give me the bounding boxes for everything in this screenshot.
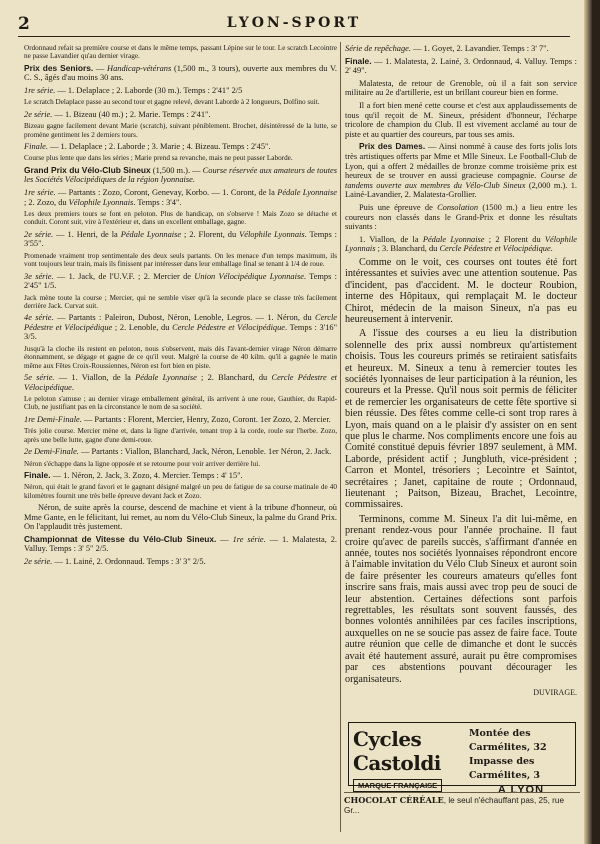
ad-brand-name: Cycles Castoldi bbox=[353, 727, 441, 775]
paragraph bbox=[24, 110, 337, 120]
cycles-castoldi-ad bbox=[348, 722, 576, 796]
text-run: Pédale Lyonnaise bbox=[277, 187, 337, 197]
text-run: 2e série. bbox=[24, 109, 53, 119]
text-run: — 1. Delaplace ; 2. Laborde ; 3. Marie ; 4. Bizeau. Temps : 2'45". bbox=[47, 141, 271, 151]
paragraph bbox=[345, 142, 577, 200]
text-run: 3e série. bbox=[24, 271, 54, 281]
paragraph bbox=[24, 373, 337, 392]
paragraph bbox=[345, 235, 577, 254]
chocolat-ad bbox=[344, 792, 580, 816]
page-header bbox=[18, 14, 570, 37]
text-run: — Partants : Florent, Mercier, Henry, Zozo, Coront. 1er Zozo, 2. Mercier. bbox=[81, 414, 331, 424]
text-run: Cercle Pédestre et Vélocipédique bbox=[24, 313, 337, 332]
paragraph bbox=[345, 203, 577, 232]
text-run: — 1. Lainé, 2. Ordonnaud. Temps : 3' 3" 2/5. bbox=[52, 556, 206, 566]
paragraph bbox=[24, 294, 337, 311]
text-run: 2e série. bbox=[24, 229, 54, 239]
text-run: Jusqu'à la cloche ils restent en peloton, nous s'observent, mais dès l'avant-dernier virage Néron démarre étonnamment, se dégage et gagne de ce qu'il veut. Malgré la course de 40 kilm. qu'il a gagnée le matin même aux Fêtes Croix-Roussiennes, Néron est fort bien en piste. bbox=[24, 345, 337, 370]
text-run: Malatesta, de retour de Grenoble, où il a fait son service militaire au 2e d'artillerie, est un brillant coureur bien en forme. bbox=[345, 78, 577, 98]
text-run: — 1. Goyet, 2. Lavandier. Temps : 3' 7". bbox=[410, 44, 549, 53]
right-column bbox=[345, 44, 577, 840]
paragraph bbox=[24, 44, 337, 61]
text-run: Bizeau gagne facilement devant Marie (scratch), suivant péniblement. Brochet, désintéressé de la lutte, se promène gentiment les 2 derniers tours. bbox=[24, 122, 337, 139]
paragraph bbox=[24, 98, 337, 106]
chocolat-ad-brand: CHOCOLAT CÉRÉALE bbox=[344, 795, 444, 805]
text-run: — Partants : Paleiron, Dubost, Néron, Lenoble, Legros. — 1. Néron, du bbox=[53, 313, 315, 323]
paragraph bbox=[345, 101, 577, 139]
text-run: — 1. Delaplace ; 2. Laborde (30 m.). Temps : 2'41" 2/5 bbox=[55, 85, 243, 95]
text-run: Vélophile Lyonnais bbox=[68, 197, 134, 207]
text-run: Vélophile Lyonnais bbox=[345, 234, 577, 254]
text-run: . bbox=[550, 244, 553, 254]
text-run: ; 2. Florent, du bbox=[181, 229, 240, 239]
paragraph bbox=[24, 535, 337, 554]
paragraph bbox=[24, 86, 337, 96]
text-run: Vélophile Lyonnais bbox=[239, 229, 305, 239]
text-run: — Partants : Viallon, Blanchard, Jack, Néron, Lenoble. 1er Néron, 2. Jack. bbox=[78, 446, 332, 456]
text-run: Néron, de suite après la course, descend de machine et vient à la tribune d'honneur, où Mme Gante, en le félicitant, lui remet, au nom du Vélo-Club Sineux, la palme du Grand Prix. On l'applaudit très justement. bbox=[24, 503, 337, 532]
text-run: — bbox=[93, 63, 108, 73]
text-run: . Temps : 3'4". bbox=[133, 197, 182, 207]
paragraph bbox=[345, 328, 577, 511]
text-run: 2e Demi-Finale. bbox=[24, 446, 79, 456]
paragraph bbox=[24, 313, 337, 342]
text-run: Comme on le voit, ces courses ont toutes été fort intéressantes et suivies avec une attention soutenue. Pas d'incident, pas d'accident. M. le docteur Roubion, interne des Hôpitaux, qui remplaçait M. le docteur Chirot, médecin de la maison Sineux, n'a pas eu heureusement à intervenir. bbox=[345, 256, 577, 325]
right-column-text bbox=[345, 44, 577, 685]
ad-city: A LYON bbox=[497, 784, 545, 796]
paragraph bbox=[24, 460, 337, 468]
text-run: — 1. Malatesta, 2. Lainé, 3. Ordonnaud, 4. Valluy. Temps : 2' 49". bbox=[345, 56, 577, 76]
paragraph bbox=[24, 252, 337, 269]
text-run: Pédale Lyonnaise bbox=[135, 372, 197, 382]
paragraph bbox=[345, 514, 577, 685]
section-heading: Championnat de Vitesse du Vélo-Club Sineux. bbox=[24, 533, 217, 544]
text-run: (1,500 m.). — bbox=[150, 165, 203, 175]
text-run: Les deux premiers tours se font en peloton. Plus de handicap, on s'observe ! Mais Zozo se détache et conduit. Coront suit, vire à l'extérieur et, dans un excellent emballage, gagne. bbox=[24, 210, 337, 227]
paragraph bbox=[24, 142, 337, 152]
masthead-title: LYON-SPORT bbox=[226, 15, 362, 31]
text-run: Il a fort bien mené cette course et c'est aux applaudissements de tous qu'il reçoit de M. Sineux, président d'honneur, l'écharpe tricolore de champion du Club. Il est vivement acclamé au tour de piste et au quartier des coureurs, par tous ses amis. bbox=[345, 100, 577, 139]
paragraph bbox=[345, 57, 577, 76]
page-number: 2 bbox=[18, 14, 30, 34]
text-run: ; 2. Zozo, du bbox=[24, 197, 69, 207]
text-run: 1re série. bbox=[24, 85, 56, 95]
text-run: — bbox=[216, 534, 233, 544]
paragraph bbox=[345, 44, 577, 54]
section-heading: Finale. bbox=[345, 55, 372, 66]
text-run: 2e série. bbox=[24, 556, 53, 566]
text-run: Le peloton s'amuse ; au dernier virage emballement général, ils arrivent à une roue, Gauthier, du Rapid-Club, ne justifiant pas en la circonstance le nom de sa société. bbox=[24, 395, 337, 412]
text-run: . bbox=[71, 382, 74, 392]
paragraph bbox=[24, 483, 337, 500]
text-run: Terminons, comme M. Sineux l'a dit lui-même, en prenant rendez-vous pour l'année prochaine. Il faut croire qu'avec de pareils succès, s'affirmant d'année en année, toutes nos sociétés lyonnaises répondront encore à l'aimable invitation du Vélo Club Sineux et auront soin de faire présenter les coureurs amateurs qu'elles font inscrire sans frais, mais aussi avec trop peu de souci de leur abstention. Certaines défections sont parfois regrettables, les résultats sont souvent faussés, des bonnes volontés annihilées par ces faciles inscriptions, auxquelles on ne se soucie pas assez de faire face. Toute autre réunion que celle de dimanche et dont le succès avait été hautement assuré, aurait pu être compromises par ces abstentions pouvant décourager les organisateurs. bbox=[345, 513, 577, 685]
text-run: 5e série. bbox=[24, 372, 55, 382]
article-signature: DUVIRAGE. bbox=[533, 687, 577, 697]
chocolat-ad-text: , le seul n'échauffant pas, 25, rue Gr... bbox=[344, 796, 565, 815]
text-run: Consolation bbox=[437, 202, 479, 212]
text-run: Course réservée aux amateurs de toutes les Sociétés Vélocipédiques de la région lyonnaise. bbox=[24, 165, 337, 185]
paragraph bbox=[24, 154, 337, 162]
text-run: — 1. Malatesta, 2. Valluy. Temps : 3' 5" 2/5. bbox=[24, 534, 337, 554]
text-run: . Temps : 2'45" 1/5. bbox=[24, 271, 337, 291]
paragraph bbox=[24, 427, 337, 444]
paragraph bbox=[24, 471, 337, 481]
text-run: — Ainsi nommé à cause des forts jolis lots très artistiques offerts par Mme et Mlle Sineux. Le Football-Club de Lyon, qui a offert 2 médailles de bronze comme troisième prix est heureux de se trouver en aussi gracieuse compagnie. bbox=[345, 142, 577, 181]
text-run: 1re Demi-Finale. bbox=[24, 414, 82, 424]
ad-address-line-2: Impasse des Carmélites, 3 bbox=[469, 756, 541, 781]
text-run: . Temps : 3'16" 3/5. bbox=[24, 322, 337, 342]
paragraph bbox=[24, 122, 337, 139]
text-run: 4e série. bbox=[24, 313, 54, 323]
text-run: ; 3. Blanchard, du bbox=[375, 244, 440, 254]
paragraph bbox=[24, 166, 337, 185]
paragraph bbox=[24, 557, 337, 567]
paragraph bbox=[24, 503, 337, 532]
text-run: — 1. Henri, de la bbox=[53, 229, 121, 239]
text-run: — 1. Néron, 2. Jack, 3. Zozo, 4. Mercier. Temps : 4' 15". bbox=[50, 470, 243, 480]
text-run: ; 2 Florent du bbox=[484, 234, 545, 244]
text-run: 1re série. bbox=[232, 534, 266, 544]
text-run: Pédale Lyonnaise bbox=[120, 229, 182, 239]
paragraph bbox=[24, 395, 337, 412]
text-run: Union Vélocipédique Lyonnaise bbox=[194, 271, 304, 281]
paragraph bbox=[24, 345, 337, 370]
text-run: 1. Viallon, de la bbox=[359, 234, 423, 244]
text-run: Néron, qui était le grand favori et le gagnant désigné malgré un peu de fatigue de sa course matinale de 40 kilomètres fournit une très belle épreuve devant Jack et Zozo. bbox=[24, 483, 337, 500]
text-run: Le scratch Delaplace passe au second tour et gagne relevé, devant Laborde à 2 longueurs, Dolfino suit. bbox=[24, 98, 320, 107]
section-heading: Prix des Dames. bbox=[359, 141, 426, 152]
text-run: Jack mène toute la course ; Mercier, qui ne semble viser qu'à la seconde place se classe très facilement derrière Jack. Curvat suit. bbox=[24, 293, 337, 310]
text-run: Cercle Pédestre et Vélocipédique bbox=[24, 372, 337, 392]
text-run: Cercle Pédestre et Vélocipédique bbox=[172, 322, 286, 332]
text-run: Pédale Lyonnaise bbox=[422, 234, 485, 244]
section-heading: Prix des Seniors. bbox=[24, 62, 94, 73]
text-run: ; 2. Lenoble, du bbox=[112, 322, 173, 332]
text-run: — 1. Jack, de l'U.V.F. ; 2. Mercier de bbox=[53, 271, 195, 281]
page-edge bbox=[584, 0, 592, 844]
paragraph bbox=[24, 230, 337, 249]
paragraph bbox=[24, 64, 337, 83]
paragraph bbox=[24, 272, 337, 291]
text-run: Ordonnaud refait sa première course et dans le même temps, passant Lépine sur le tour. Le scratch Lecointre ne passe Lavandier qu'au dernier virage. bbox=[24, 44, 337, 61]
text-run: Très jolie course. Mercier mène et, dans la ligne d'arrivée, tenant trop à la corde, roule sur l'herbe. Zozo, après une belle lutte, gagne d'une demi-roue. bbox=[24, 427, 337, 444]
left-column bbox=[24, 44, 337, 840]
section-heading: Finale. bbox=[24, 469, 51, 480]
text-run: . Temps : 3'55". bbox=[24, 229, 337, 249]
text-run: Course de tandems ouverte aux membres du Vélo-Club Sineux bbox=[345, 171, 577, 190]
text-run: — Partants : Zozo, Coront, Genevay, Korbo. — 1. Coront, de la bbox=[55, 187, 278, 197]
ad-address-line-1: Montée des Carmélites, 32 bbox=[469, 728, 547, 753]
text-run: Cercle Pédestre et Vélocipédique bbox=[439, 244, 551, 254]
text-run: — 1. Viallon, de la bbox=[54, 372, 136, 382]
text-run: Série de repêchage. bbox=[345, 44, 411, 53]
paragraph bbox=[24, 188, 337, 207]
text-run: Finale. bbox=[24, 141, 48, 151]
text-run: 1re série. bbox=[24, 187, 56, 197]
ad-address-block bbox=[469, 727, 573, 797]
text-run: Puis une épreuve de bbox=[359, 202, 438, 212]
paragraph bbox=[24, 447, 337, 457]
text-run: (1500 m.) a lieu entre les coureurs non classés dans le Grand-Prix et donne les résultats suivants : bbox=[345, 202, 577, 232]
ad-brand-block bbox=[353, 727, 465, 793]
paragraph bbox=[345, 79, 577, 98]
text-run: Handicap-vétérans bbox=[107, 63, 172, 73]
text-run: Néron s'échappe dans la ligne opposée et se retourne pour voir arriver derrière lui. bbox=[24, 459, 260, 468]
paragraph bbox=[345, 257, 577, 325]
section-heading: Grand Prix du Vélo-Club Sineux bbox=[24, 164, 151, 175]
text-run: Course plus lente que dans les séries ; Marie prend sa revanche, mais ne peut passer Laborde. bbox=[24, 154, 293, 163]
paragraph bbox=[24, 210, 337, 227]
text-run: — 1. Bizeau (40 m.) ; 2. Marie. Temps : 2'41". bbox=[52, 109, 211, 119]
ad-brand-subtitle: MARQUE FRANÇAISE bbox=[353, 779, 442, 792]
paragraph bbox=[24, 415, 337, 425]
column-divider bbox=[340, 42, 341, 832]
text-run: Promenade vraiment trop sentimentale des deux seuls partants. On les menace d'un temps maximum, ils vont toujours leur train, mais ils finissent par intéresser dans leur emballage final se tenant à 1/4 de roue. bbox=[24, 251, 337, 269]
text-run: ; 2. Blanchard, du bbox=[196, 372, 272, 382]
text-run: A l'issue des courses a eu lieu la distribution solennelle des prix aussi nombreux qu'artistement choisis. Tous les coureurs primés se retiraient satisfaits et heureux. M. Sineux a tenu à remercier toutes les sociétés lyonnaises de leur participation à la réunion, les coureurs et la Presse. Qu'il nous soit permis de féliciter et de remercier les organisateurs de cette fête sportive si bien réussie. Des fêtes comme celle-ci sont trop rares à Lyon, mais quand on a le plaisir d'y assister on en sent que plus le charme. Nos compliments encore une fois au Comité constitué depuis février 1897 seulement, à MM. Laborde, président actif ; Jungbluth, vice-président ; Carron et Montel, trésoriers ; Lecointre et Saintot, secrétaires ; Janet, capitaine de route ; Ordonnaud, lieutenant ; Paitson, Bizeau, Brachet, Lecointre, commissaires. bbox=[345, 328, 577, 511]
text-run: (1,500 m., 3 tours), ouverte aux membres du V. C. S., âgés d'au moins 30 ans. bbox=[24, 63, 337, 83]
text-run: (2,000 m.). 1. Lainé-Lavandier, 2. Malatesta-Grollier. bbox=[345, 180, 577, 200]
